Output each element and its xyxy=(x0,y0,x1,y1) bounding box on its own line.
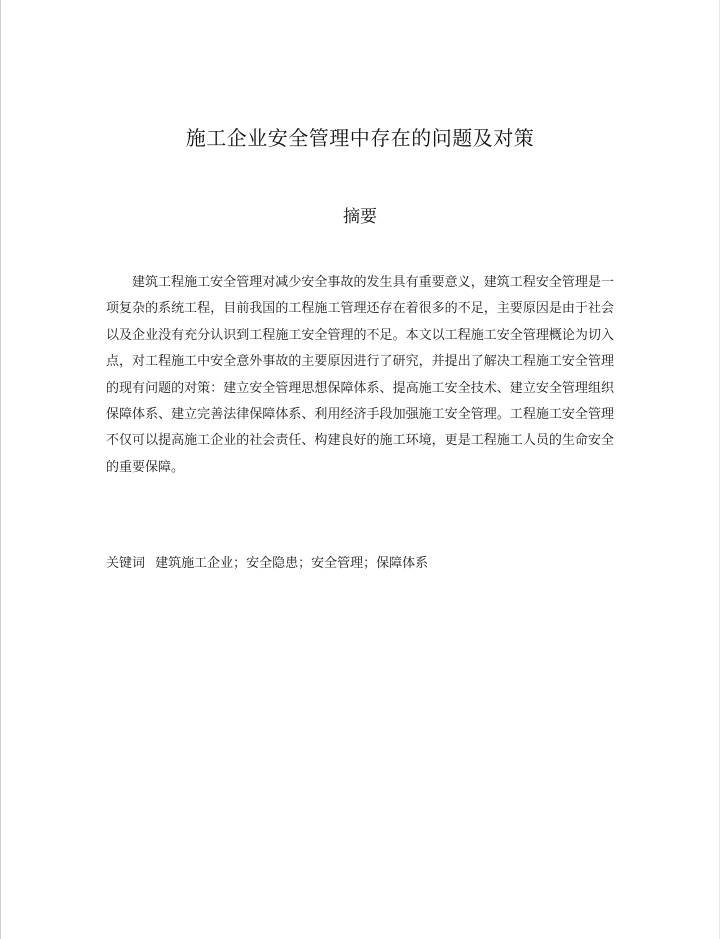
document-title: 施工企业安全管理中存在的问题及对策 xyxy=(185,126,535,150)
keywords-line xyxy=(106,554,626,574)
abstract-heading: 摘要 xyxy=(343,207,377,227)
abstract-body: 建筑工程施工安全管理对减少安全事故的发生具有重要意义，建筑工程安全管理是一项复杂的系统工程，目前我国的工程施工管理还存在着很多的不足，主要原因是由于社会以及企业没有充分认识到工程施工安全管理的不足。本文以工程施工安全管理概论为切入点，对工程施工中安全意外事故的主要原因进行了研究，并提出了解决工程施工安全管理的现有问题的对策：建立安全管理思想保障体系、提高施工安全技术、建立安全管理组织保障体系、建立完善法律保障体系、利用经济手段加强施工安全管理。工程施工安全管理不仅可以提高施工企业的社会责任、构建良好的施工环境，更是工程施工人员的生命安全的重要保障。 xyxy=(106,275,614,475)
keywords-text: 建筑施工企业；安全隐患；安全管理；保障体系 xyxy=(155,556,429,571)
keywords-label: 关键词 xyxy=(106,556,146,571)
